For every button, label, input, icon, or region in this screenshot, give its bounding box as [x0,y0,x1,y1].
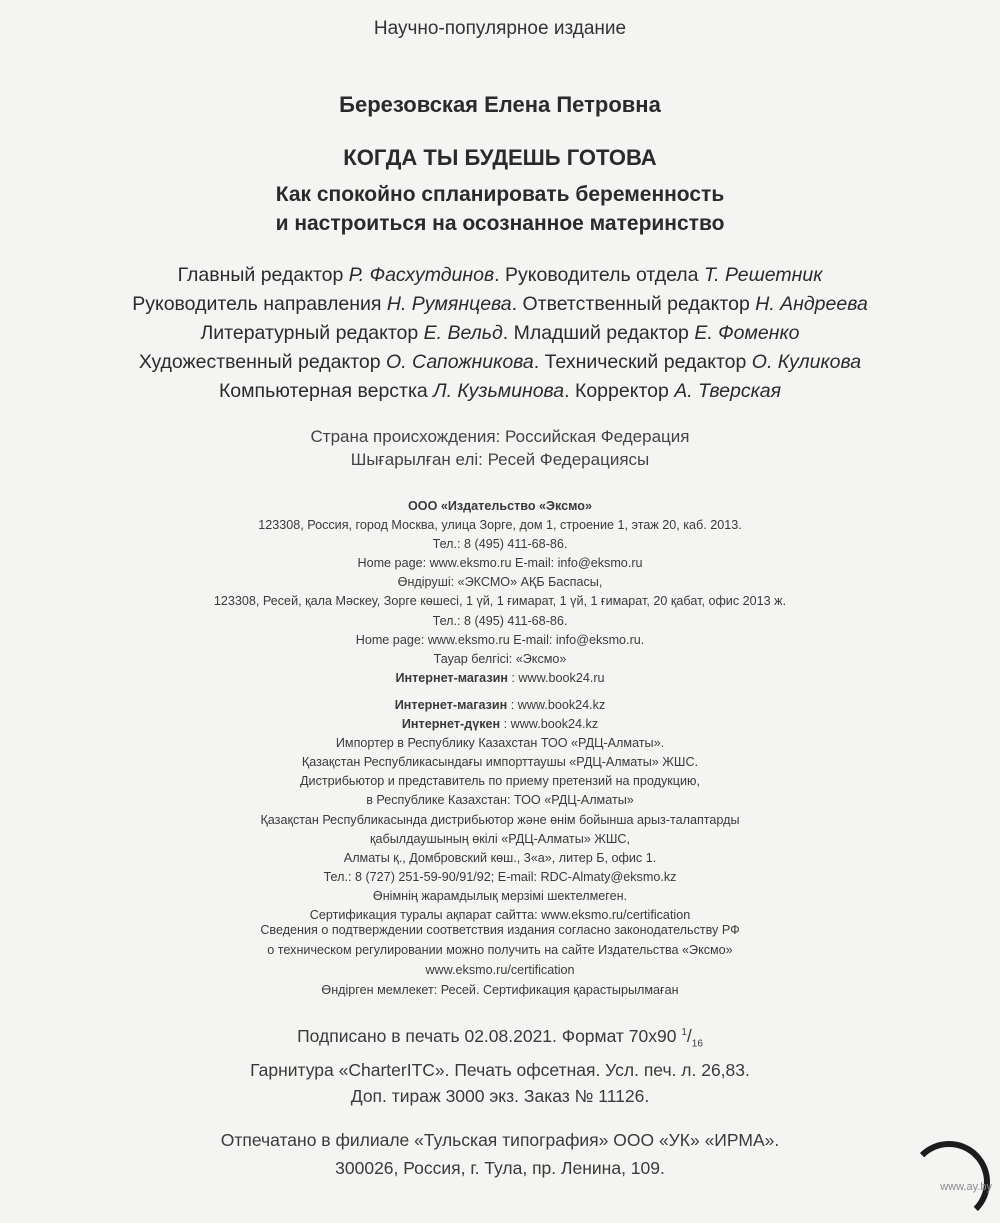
print-signed-line: Подписано в печать 02.08.2021. Формат 70x90 $^1/_{16}$ [297,1025,703,1050]
publisher-line [0,715,1000,734]
publisher-line-segment: Сертификация туралы ақпарат сайтта: www.eksmo.ru/certification [309,907,691,922]
print-signed-text: Подписано в печать 02.08.2021. Формат 70x90 [297,1025,682,1046]
publisher-line [0,734,1000,753]
publisher-line [0,592,1000,611]
origin-line: Страна происхождения: Российская Федерация [310,427,690,446]
publisher-line-segment: Тел.: 8 (727) 251-59-90/91/92; E-mail: RDC-Almaty@eksmo.kz [323,869,677,884]
publisher-line-segment: қабылдаушының өкілі «РДЦ-Алматы» ЖШС, [369,831,631,846]
publisher-line-segment: 123308, Ресей, қала Мәскеу, Зорге көшесі, 1 үй, 1 ғимарат, 1 үй, 1 ғимарат, 20 қабат, офис 2013 ж. [213,594,787,609]
credit-line-segment: Р. Фасхутдинов [348,264,495,286]
publisher-line [0,811,1000,830]
credit-line-segment: Е. Вельд [423,322,503,344]
print-typeface-line: Гарнитура «CharterITC». Печать офсетная. Усл. печ. л. 26,83. [250,1060,750,1081]
publisher-line-segment: ООО «Издательство «Эксмо» [407,499,592,513]
publisher-line [0,753,1000,772]
country-of-origin [0,425,1000,471]
subtitle-line: и настроиться на осознанное материнство [275,212,725,235]
publisher-line [0,631,1000,650]
publisher-line-segment: Өндіруші: «ЭКСМО» АҚБ Баспасы, [397,575,603,590]
credit-line [0,261,1000,290]
publisher-line-segment: : www.book24.kz [507,697,606,712]
publisher-line [0,535,1000,554]
credit-line-segment: Главный редактор [177,264,349,286]
origin-line: Шығарылған елі: Ресей Федерациясы [350,450,650,469]
publisher-line [0,772,1000,791]
credit-line-segment: Художественный редактор [138,351,387,373]
credit-line-segment: Н. Андреева [755,293,868,315]
format-numerator: 1 [681,1027,687,1038]
publisher-line [0,573,1000,592]
publisher-line [0,868,1000,887]
publisher-line-segment: Қазақстан Республикасында дистрибьютор және өнім бойынша арыз-талаптарды [260,812,740,827]
cert-line: www.eksmo.ru/certification [425,963,575,977]
publisher-line-segment: Алматы қ., Домбровский көш., 3«а», литер Б, офис 1. [343,850,657,865]
credit-line [0,377,1000,406]
series-label: Научно-популярное издание [373,18,627,39]
publisher-line [0,887,1000,906]
publisher-line-segment: Дистрибьютор и представитель по приему претензий на продукцию, [300,774,700,789]
publisher-line-segment: Home page: www.eksmo.ru E-mail: info@eksmo.ru. [355,632,645,647]
credit-line-segment: Л. Кузьминова [433,380,565,402]
cert-line: Сведения о подтверждении соответствия издания согласно законодательству РФ [260,923,740,937]
credit-line [0,348,1000,377]
publisher-line [0,497,1000,516]
printer-line: 300026, Россия, г. Тула, пр. Ленина, 109. [335,1158,665,1178]
watermark: www.ay.by [940,1181,992,1193]
book-subtitle [0,180,1000,238]
publisher-line [0,612,1000,631]
publisher-line [0,830,1000,849]
credit-line-segment: Е. Фоменко [694,322,800,344]
publisher-line-segment: : www.book24.kz [500,717,599,732]
publisher-line-segment: Интернет-магазин [394,697,508,712]
credit-line-segment: О. Куликова [751,351,862,373]
credit-line-segment: . Ответственный редактор [511,293,756,315]
publisher-info [0,497,1000,925]
credit-line-segment: . Младший редактор [502,322,695,344]
publisher-line [0,791,1000,810]
publisher-line [0,516,1000,535]
publisher-line-segment: Өнімнің жарамдылық мерзімі шектелмеген. [372,888,628,903]
publisher-line [0,669,1000,688]
publisher-line-segment: Тел.: 8 (495) 411-68-86. [432,613,568,628]
publisher-line-segment: Home page: www.eksmo.ru E-mail: info@eksmo.ru [357,556,643,571]
subtitle-line: Как спокойно спланировать беременность [275,183,725,206]
editorial-credits [0,261,1000,406]
publisher-line-segment: Интернет-дүкен [401,717,501,732]
publisher-line [0,688,1000,696]
credit-line-segment: О. Сапожникова [386,351,534,373]
printer-info [0,1126,1000,1182]
print-details [0,1020,1000,1109]
publisher-line-segment: Тауар белгісі: «Эксмо» [433,651,567,666]
publisher-line-segment: Интернет-магазин [395,670,508,685]
publisher-line-segment: Қазақстан Республикасындағы импорттаушы «РДЦ-Алматы» ЖШС. [301,755,699,770]
printer-line: Отпечатано в филиале «Тульская типография» ООО «УК» «ИРМА». [220,1130,780,1150]
cert-line: о техническом регулировании можно получить на сайте Издательства «Эксмо» [267,943,733,957]
print-run-line: Доп. тираж 3000 экз. Заказ № 11126. [350,1086,650,1107]
publisher-line-segment: Импортер в Республику Казахстан ТОО «РДЦ-Алматы». [335,736,665,751]
publisher-line-segment: в Республике Казахстан: ТОО «РДЦ-Алматы» [366,793,634,808]
credit-line-segment: . Корректор [564,380,675,402]
cert-line: Өндірген мемлекет: Ресей. Сертификация қарастырылмаған [321,983,679,997]
credit-line-segment: Т. Решетник [703,264,823,286]
credit-line-segment: Н. Румянцева [386,293,512,315]
credit-line [0,290,1000,319]
credit-line-segment: . Руководитель отдела [494,264,704,286]
credit-line-segment: Компьютерная верстка [218,380,434,402]
book-title: КОГДА ТЫ БУДЕШЬ ГОТОВА [343,145,657,170]
credit-line-segment: . Технический редактор [533,351,752,373]
format-denominator: 16 [691,1038,703,1050]
credit-line-segment: А. Тверская [674,380,782,402]
certification-info [0,920,1000,1000]
publisher-line [0,849,1000,868]
publisher-line-segment: 123308, Россия, город Москва, улица Зорге, дом 1, строение 1, этаж 20, каб. 2013. [258,518,742,533]
publisher-line-segment: : www.book24.ru [507,670,605,685]
publisher-line [0,696,1000,715]
credit-line [0,319,1000,348]
credit-line-segment: Литературный редактор [200,322,424,344]
author-name: Березовская Елена Петровна [339,92,661,117]
publisher-line [0,650,1000,669]
publisher-line [0,554,1000,573]
credit-line-segment: Руководитель направления [132,293,387,315]
publisher-line-segment: Тел.: 8 (495) 411-68-86. [432,537,568,552]
